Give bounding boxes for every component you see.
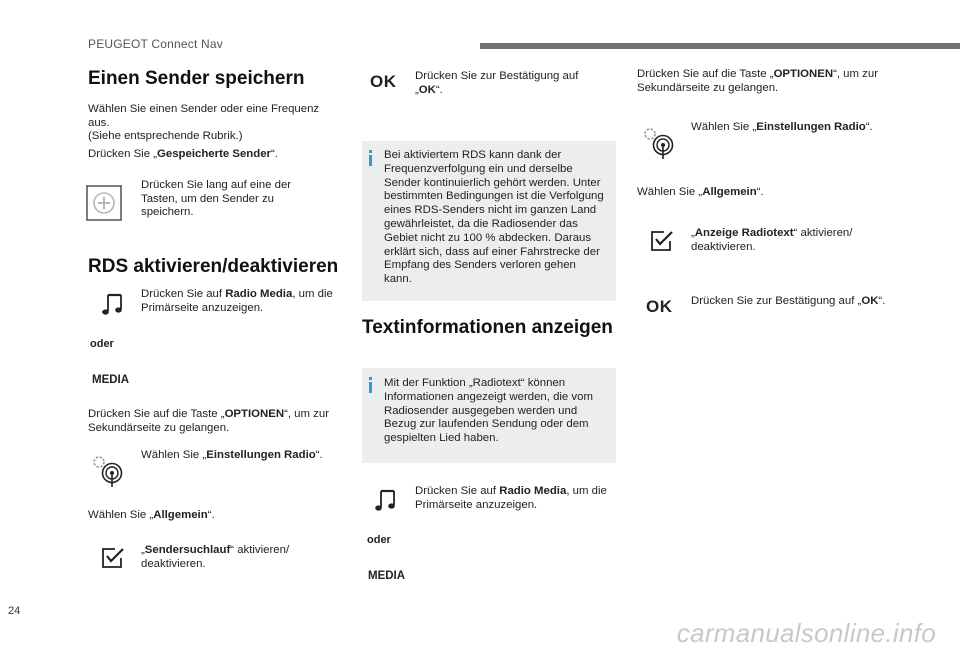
info-icon	[369, 377, 372, 380]
text-info-text-1: Drücken Sie auf Radio Media, um die Primärseite anzuzeigen.	[415, 485, 607, 511]
info-box-rds	[362, 141, 616, 301]
ok-button-icon: OK	[370, 72, 397, 91]
checkbox-icon	[101, 546, 125, 570]
checkbox-icon	[650, 229, 674, 253]
header-bar	[480, 43, 960, 49]
heading-save-station: Einen Sender speichern	[88, 68, 305, 89]
save-text-1: Wählen Sie einen Sender oder eine Frequenz aus.	[88, 103, 320, 129]
save-text-4: Drücken Sie lang auf eine der Tasten, um den Sender zu speichern.	[141, 179, 292, 219]
oder-label: oder	[90, 338, 114, 350]
rds-text-4: Wählen Sie „Allgemein“.	[88, 509, 215, 521]
info-icon	[369, 150, 372, 153]
page-number: 24	[8, 605, 21, 617]
ok-confirm-text: Drücken Sie zur Bestätigung auf „OK“.	[415, 70, 579, 96]
music-note-icon	[101, 292, 127, 318]
oder-label: oder	[367, 534, 391, 546]
col3-text-5: Drücken Sie zur Bestätigung auf „OK“.	[691, 295, 886, 307]
info-text-radiotext: Mit der Funktion „Radiotext“ können Informationen angezeigt werden, die vom Radiosender ausgegeben werden und Bezug zur laufenden Sendung oder dem gespielten Lied haben.	[384, 377, 593, 445]
save-text-3: Drücken Sie „Gespeicherte Sender“.	[88, 148, 278, 160]
rds-text-3: Wählen Sie „Einstellungen Radio“.	[141, 449, 323, 461]
rds-text-5: „Sendersuchlauf“ aktivieren/ deaktivieren.	[141, 544, 290, 570]
rds-text-2: Drücken Sie auf die Taste „OPTIONEN“, um zur Sekundärseite zu gelangen.	[88, 408, 329, 434]
heading-rds: RDS aktivieren/deaktivieren	[88, 256, 339, 277]
plus-button-icon	[86, 185, 122, 221]
save-text-2: (Siehe entsprechende Rubrik.)	[88, 130, 243, 142]
col3-text-4: „Anzeige Radiotext“ aktivieren/ deaktivieren.	[691, 227, 853, 253]
info-box-radiotext	[362, 368, 616, 463]
media-button-icon: MEDIA	[368, 570, 406, 582]
ok-button-icon: OK	[646, 297, 673, 316]
col3-text-2: Wählen Sie „Einstellungen Radio“.	[691, 121, 873, 133]
media-button-icon: MEDIA	[92, 374, 130, 386]
radio-settings-icon	[90, 452, 126, 488]
watermark: carmanualsonline.info	[676, 618, 936, 648]
col3-text-3: Wählen Sie „Allgemein“.	[637, 186, 764, 198]
rds-text-1: Drücken Sie auf Radio Media, um die Primärseite anzuzeigen.	[141, 288, 333, 314]
header-title: PEUGEOT Connect Nav	[88, 37, 223, 51]
heading-text-info: Textinformationen anzeigen	[362, 317, 613, 338]
radio-settings-icon	[641, 124, 677, 160]
info-text-rds: Bei aktiviertem RDS kann dank der Frequenzverfolgung ein und derselbe Sender kontinuierlich gehört werden. Unter bestimmten Bedingungen ist die Verfolgung eines RDS-Senders nicht im ganzen Land gewährleistet, da die Radiosender das Gebiet nicht zu 100 % abdecken. Daraus erklärt sich, dass auf einer Fahrstrecke der Empfang des Senders verloren gehen kann.	[384, 149, 604, 286]
col3-text-1: Drücken Sie auf die Taste „OPTIONEN“, um zur Sekundärseite zu gelangen.	[637, 68, 878, 94]
music-note-icon	[374, 488, 400, 514]
